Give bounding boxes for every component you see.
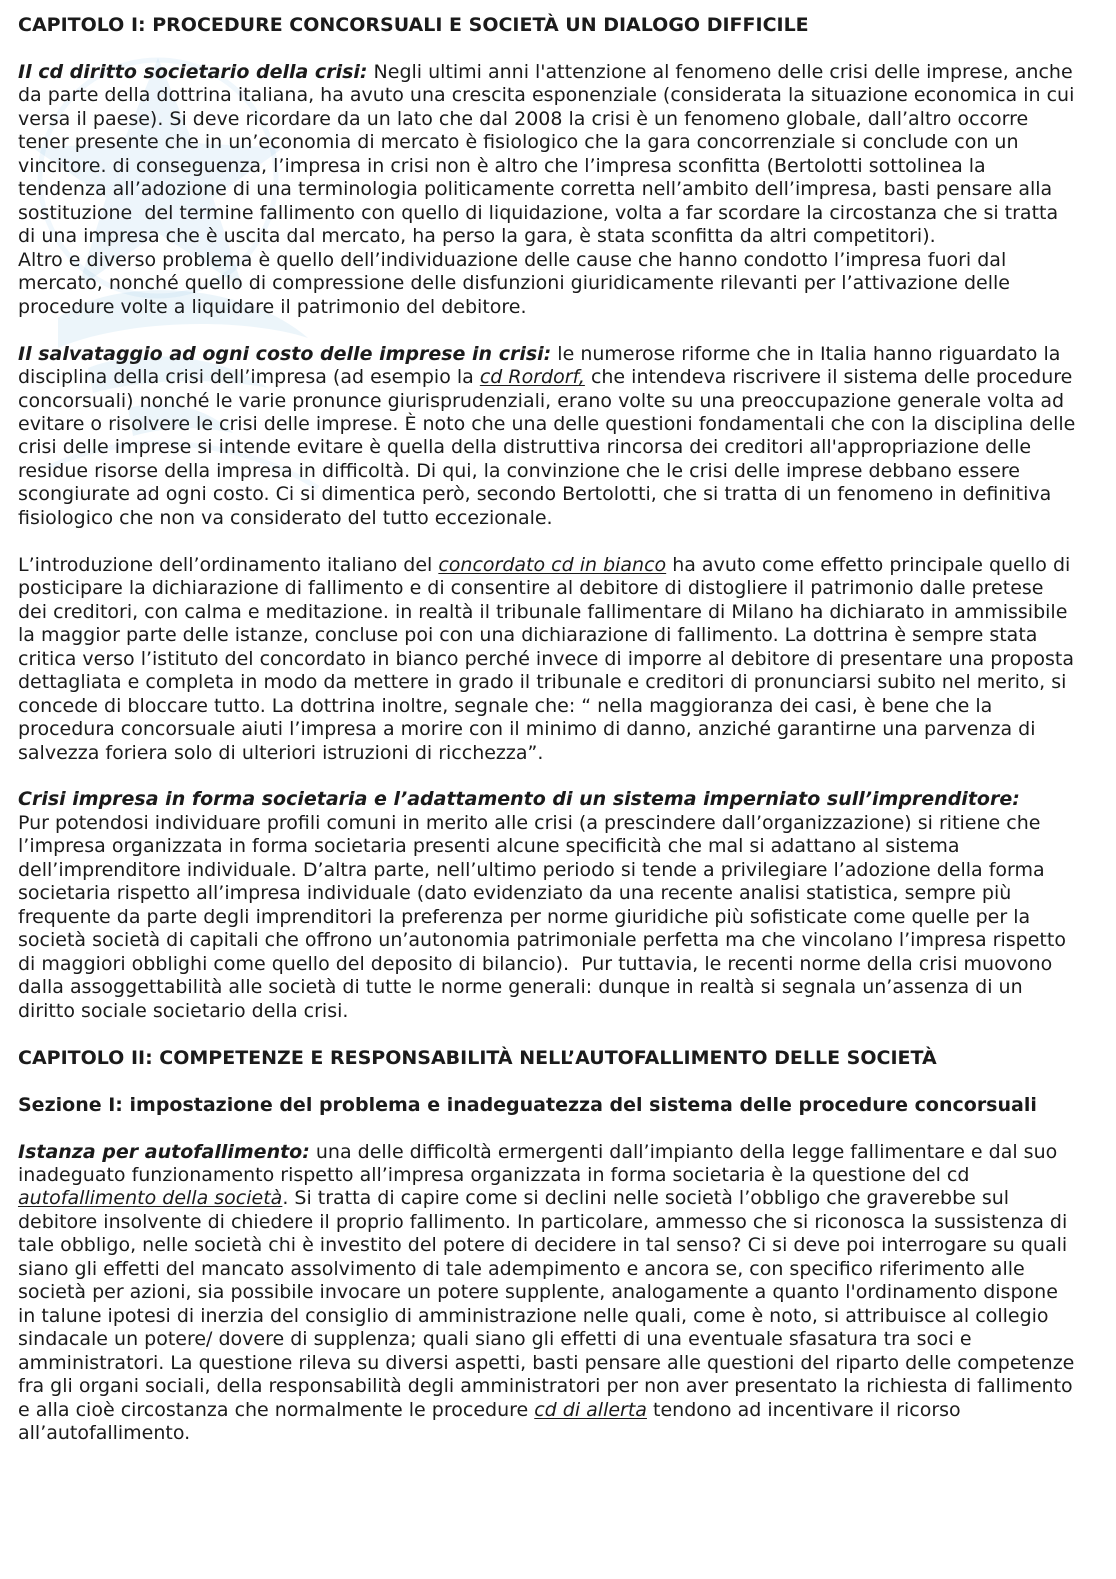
text-line: la maggior parte delle istanze, concluse poi con una dichiarazione di fallimento. La dottrina è sempre stata — [18, 624, 1038, 647]
chapter-2-heading — [18, 1047, 1108, 1070]
text-line: tener presente che in un’economia di mercato è fisiologico che la gara concorrenziale si conclude con un — [18, 131, 1019, 154]
text-line: vincitore. di conseguenza, l’impresa in crisi non è altro che l’impresa sconfitta (Bertolotti sottolinea la — [18, 154, 986, 177]
text-run: le numerose riforme che in Italia hanno riguardato la — [551, 342, 1061, 365]
text-line: siano gli effetti del mancato assolvimento di tale adempimento e ancora se, con specifico riferimento alle — [18, 1257, 1025, 1280]
text-run: . Si tratta di capire come si declini nelle società l’obbligo che graverebbe sul — [282, 1187, 1010, 1210]
text-line: sostituzione del termine fallimento con quello di liquidazione, volta a far scordare la circostanza che si tratta — [18, 201, 1059, 224]
document-page — [18, 14, 1108, 1469]
text-line: inadeguato funzionamento rispetto all’impresa organizzata in forma societaria è la questione del cd — [18, 1163, 970, 1186]
chapter-1-heading — [18, 14, 1108, 37]
link-autofallimento-della-societa[interactable]: autofallimento della società — [18, 1187, 283, 1210]
section-1-heading — [18, 1094, 1108, 1117]
text-run: una delle difficoltà ermergenti dall’impianto della legge fallimentare e dal suo — [309, 1140, 1058, 1163]
section-1-title: Sezione I: impostazione del problema e inadeguatezza del sistema delle procedure concorsuali — [18, 1093, 1037, 1116]
text-line: mercato, nonché quello di compressione delle disfunzioni giuridicamente rilevanti per l’attivazione delle — [18, 272, 1010, 295]
text-line — [18, 343, 1108, 366]
text-line: tendenza all’adozione di una terminologia politicamente corretta nell’ambito dell’impresa, basti pensare alla — [18, 178, 1053, 201]
text-run: ha avuto come effetto principale quello di — [666, 553, 1071, 576]
text-line: dell’imprenditore individuale. D’altra parte, nell’ultimo periodo si tende a privilegiare l’adozione della forma — [18, 858, 1045, 881]
text-line: fra gli organi sociali, della responsabilità degli amministratori per non aver presentato la richiesta di fallimento — [18, 1375, 1073, 1398]
text-line — [18, 1141, 1108, 1164]
text-line: tale obbligo, nelle società chi è investito del potere di decidere in tal senso? Ci si deve poi interrogare su quali — [18, 1234, 1068, 1257]
text-line: Pur potendosi individuare profili comuni in merito alle crisi (a prescindere dall’organizzazione) si ritiene che — [18, 811, 1041, 834]
text-run: tendono ad incentivare il ricorso — [646, 1398, 961, 1421]
text-line: salvezza foriera solo di ulteriori istruzioni di ricchezza”. — [18, 741, 544, 764]
text-line: diritto sociale societario della crisi. — [18, 999, 349, 1022]
text-line: residue risorse della impresa in difficoltà. Di qui, la convinzione che le crisi delle imprese debbano essere — [18, 459, 1020, 482]
text-line: Altro e diverso problema è quello dell’individuazione delle cause che hanno condotto l’impresa fuori dal — [18, 248, 1007, 271]
text-line: critica verso l’istituto del concordato in bianco perché invece di imporre al debitore di presentare una proposta — [18, 647, 1074, 670]
text-line — [18, 554, 1108, 577]
text-line — [18, 366, 1108, 389]
text-run: disciplina della crisi dell’impresa (ad esempio la — [18, 366, 480, 389]
text-line: posticipare la dichiarazione di fallimento e di consentire al debitore di distogliere il patrimonio dalle pretese — [18, 577, 1044, 600]
text-line: debitore insolvente di chiedere il proprio fallimento. In particolare, ammesso che si riconosca la sussistenza di — [18, 1210, 1068, 1233]
paragraph-istanza-autofallimento — [18, 1141, 1108, 1446]
text-run: che intendeva riscrivere il sistema delle procedure — [584, 366, 1073, 389]
paragraph-lead: Il cd diritto societario della crisi: — [18, 60, 368, 83]
text-line: crisi delle imprese si intende evitare è quella della distruttiva rincorsa dei creditori all'appropriazione delle — [18, 436, 1032, 459]
paragraph-lead: Il salvataggio ad ogni costo delle imprese in crisi: — [18, 342, 552, 365]
text-line: fisiologico che non va considerato del tutto eccezionale. — [18, 506, 553, 529]
paragraph-lead: Istanza per autofallimento: — [18, 1140, 310, 1163]
text-line: frequente da parte degli imprenditori la preferenza per norme giuridiche più sofisticate come quelle per la — [18, 905, 1031, 928]
text-line: evitare o risolvere le crisi delle imprese. È noto che una delle questioni fondamentali che con la disciplina delle — [18, 412, 1076, 435]
text-line: dalla assoggettabilità alle società di tutte le norme generali: dunque in realtà si segnala un’assenza di un — [18, 976, 1023, 999]
link-cd-di-allerta[interactable]: cd di allerta — [534, 1398, 647, 1421]
text-line: concede di bloccare tutto. La dottrina inoltre, segnale che: “ nella maggioranza dei casi, è bene che la — [18, 694, 993, 717]
text-line: procedure volte a liquidare il patrimonio del debitore. — [18, 295, 527, 318]
text-line — [18, 1187, 1108, 1210]
text-line: da parte della dottrina italiana, ha avuto una crescita esponenziale (considerata la situazione economica in cui — [18, 84, 1075, 107]
text-line: all’autofallimento. — [18, 1422, 191, 1445]
text-line: di una impresa che è uscita dal mercato, ha perso la gara, è stata sconfitta da altri competitori). — [18, 225, 936, 248]
text-line: società società di capitali che offrono un’autonomia patrimoniale perfetta ma che vincolano l’impresa rispetto — [18, 929, 1066, 952]
paragraph-salvataggio — [18, 343, 1108, 531]
chapter-1-title: CAPITOLO I: PROCEDURE CONCORSUALI E SOCIETÀ UN DIALOGO DIFFICILE — [18, 14, 809, 36]
paragraph-diritto-societario — [18, 61, 1108, 319]
chapter-2-title: CAPITOLO II: COMPETENZE E RESPONSABILITÀ NELL’AUTOFALLIMENTO DELLE SOCIETÀ — [18, 1046, 937, 1069]
text-line: dei creditori, con calma e meditazione. in realtà il tribunale fallimentare di Milano ha dichiarato in ammissibile — [18, 600, 1068, 623]
text-line: sindacale un potere/ dovere di supplenza; quali siano gli effetti di una eventuale sfasatura tra soci e — [18, 1328, 972, 1351]
text-line — [18, 1399, 1108, 1422]
text-line: scongiurate ad ogni costo. Ci si dimentica però, secondo Bertolotti, che si tratta di un fenomeno in definitiva — [18, 483, 1052, 506]
paragraph-lead: Crisi impresa in forma societaria e l’adattamento di un sistema imperniato sull’imprenditore: — [18, 788, 1020, 811]
paragraph-forma-societaria — [18, 788, 1108, 1023]
text-line: amministratori. La questione rileva su diversi aspetti, basti pensare alle questioni del riparto delle competenze — [18, 1351, 1075, 1374]
text-run: Negli ultimi anni l'attenzione al fenomeno delle crisi delle imprese, anche — [367, 60, 1073, 83]
link-cd-rordorf[interactable]: cd Rordorf, — [479, 366, 585, 389]
text-line — [18, 61, 1108, 84]
text-line: societaria rispetto all’impresa individuale (dato evidenziato da una recente analisi statistica, sempre più — [18, 882, 1012, 905]
text-line: procedura concorsuale aiuti l’impresa a morire con il minimo di danno, anziché garantirne una parvenza di — [18, 718, 1036, 741]
paragraph-concordato — [18, 554, 1108, 765]
link-concordato-in-bianco[interactable]: concordato cd in bianco — [438, 553, 667, 576]
text-run: e alla cioè circostanza che normalmente le procedure — [18, 1398, 535, 1421]
text-line: società per azioni, sia possibile invocare un potere supplente, analogamente a quanto l'ordinamento dispone — [18, 1281, 1058, 1304]
text-line: l’impresa organizzata in forma societaria presenti alcune specificità che mal si adattano al sistema — [18, 835, 960, 858]
text-line: dettagliata e completa in modo da mettere in grado il tribunale e creditori di pronunciarsi subito nel merito, si — [18, 671, 1067, 694]
text-line: in talune ipotesi di inerzia del consiglio di amministrazione nelle quali, come è noto, si attribuisce al collegio — [18, 1304, 1049, 1327]
text-line: concorsuali) nonché le varie pronunce giurisprudenziali, erano volte su una preoccupazione generale volta ad — [18, 389, 1065, 412]
text-line: versa il paese). Si deve ricordare da un lato che dal 2008 la crisi è un fenomeno globale, dall’altro occorre — [18, 107, 1029, 130]
text-run: L’introduzione dell’ordinamento italiano del — [18, 553, 439, 576]
text-line: di maggiori obblighi come quello del deposito di bilancio). Pur tuttavia, le recenti norme della crisi muovono — [18, 952, 1053, 975]
